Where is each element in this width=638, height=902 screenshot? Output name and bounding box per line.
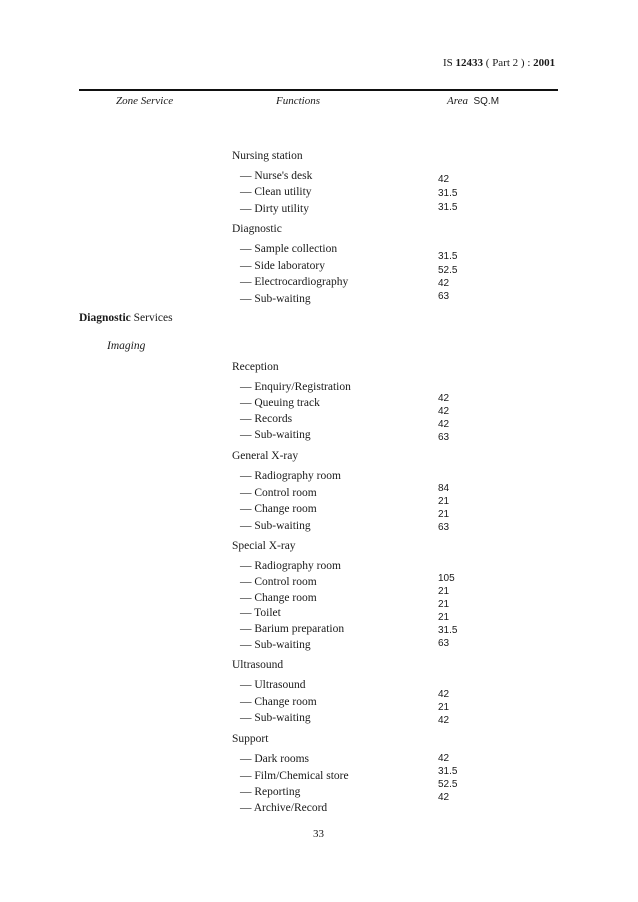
func-item: — Control room — [240, 487, 317, 499]
area-value: 21 — [438, 612, 450, 623]
func-item: — Records — [240, 413, 293, 425]
zone-diagnostic-bold: Diagnostic — [79, 312, 131, 324]
area-value: 21 — [438, 509, 450, 520]
area-value: 52.5 — [438, 265, 458, 276]
zone-imaging: Imaging — [107, 340, 146, 352]
col-zone-service: Zone Service — [116, 95, 174, 107]
func-item: — Sub-waiting — [240, 520, 311, 532]
func-item: — Sub-waiting — [240, 639, 311, 651]
area-value: 21 — [438, 702, 450, 713]
area-value: 31.5 — [438, 188, 458, 199]
func-item: — Dark rooms — [240, 753, 309, 765]
func-heading: Nursing station — [232, 150, 303, 162]
area-value: 31.5 — [438, 766, 458, 777]
area-value: 21 — [438, 599, 450, 610]
area-value: 63 — [438, 638, 450, 649]
func-item: — Archive/Record — [240, 802, 328, 814]
std-number: 12433 — [455, 57, 484, 69]
area-value: 105 — [438, 573, 455, 584]
zone-diagnostic-rest: Services — [130, 312, 173, 324]
area-value: 52.5 — [438, 779, 458, 790]
func-item: — Queuing track — [240, 397, 320, 409]
col-area-label: Area — [447, 95, 468, 107]
area-value: 42 — [438, 174, 450, 185]
func-item: — Sub-waiting — [240, 293, 311, 305]
func-item: — Change room — [240, 592, 317, 604]
func-item: — Sub-waiting — [240, 712, 311, 724]
area-value: 42 — [438, 406, 450, 417]
func-item: — Change room — [240, 503, 317, 515]
area-value: 21 — [438, 586, 450, 597]
func-heading: Support — [232, 733, 269, 745]
area-value: 42 — [438, 753, 450, 764]
col-area — [447, 95, 499, 107]
area-value: 21 — [438, 496, 450, 507]
func-item: — Clean utility — [240, 186, 312, 198]
area-value: 31.5 — [438, 625, 458, 636]
area-value: 84 — [438, 483, 450, 494]
func-item: — Sample collection — [240, 243, 338, 255]
area-value: 42 — [438, 689, 450, 700]
area-value: 63 — [438, 522, 450, 533]
std-part: ( Part 2 ) : — [483, 57, 534, 69]
area-value: 42 — [438, 715, 450, 726]
std-prefix: IS — [443, 57, 456, 69]
func-item: — Film/Chemical store — [240, 770, 349, 782]
func-item: — Radiography room — [240, 560, 341, 572]
func-heading: General X-ray — [232, 450, 299, 462]
func-item: — Ultrasound — [240, 679, 306, 691]
func-item: — Radiography room — [240, 470, 341, 482]
func-item: — Nurse's desk — [240, 170, 313, 182]
func-heading: Reception — [232, 361, 279, 373]
func-item: — Electrocardiography — [240, 276, 349, 288]
area-value: 42 — [438, 393, 450, 404]
func-item: — Dirty utility — [240, 203, 309, 215]
func-item: — Control room — [240, 576, 317, 588]
func-item: — Enquiry/Registration — [240, 381, 351, 393]
func-item: — Reporting — [240, 786, 301, 798]
col-area-unit: SQ.M — [473, 96, 500, 107]
zone-diagnostic-services — [79, 312, 173, 324]
area-value: 42 — [438, 278, 450, 289]
col-functions: Functions — [276, 95, 320, 107]
func-heading: Diagnostic — [232, 223, 282, 235]
func-item: — Side laboratory — [240, 260, 325, 272]
area-value: 63 — [438, 432, 450, 443]
area-value: 31.5 — [438, 202, 458, 213]
func-heading: Special X-ray — [232, 540, 296, 552]
area-value: 31.5 — [438, 251, 458, 262]
header-rule — [79, 89, 558, 91]
page-number: 33 — [313, 828, 324, 840]
std-year: 2001 — [533, 57, 556, 69]
func-item: — Change room — [240, 696, 317, 708]
standard-reference — [443, 57, 555, 69]
func-item: — Barium preparation — [240, 623, 345, 635]
func-item: — Sub-waiting — [240, 429, 311, 441]
func-item: — Toilet — [240, 607, 281, 619]
func-heading: Ultrasound — [232, 659, 284, 671]
area-value: 63 — [438, 291, 450, 302]
area-value: 42 — [438, 792, 450, 803]
area-value: 42 — [438, 419, 450, 430]
